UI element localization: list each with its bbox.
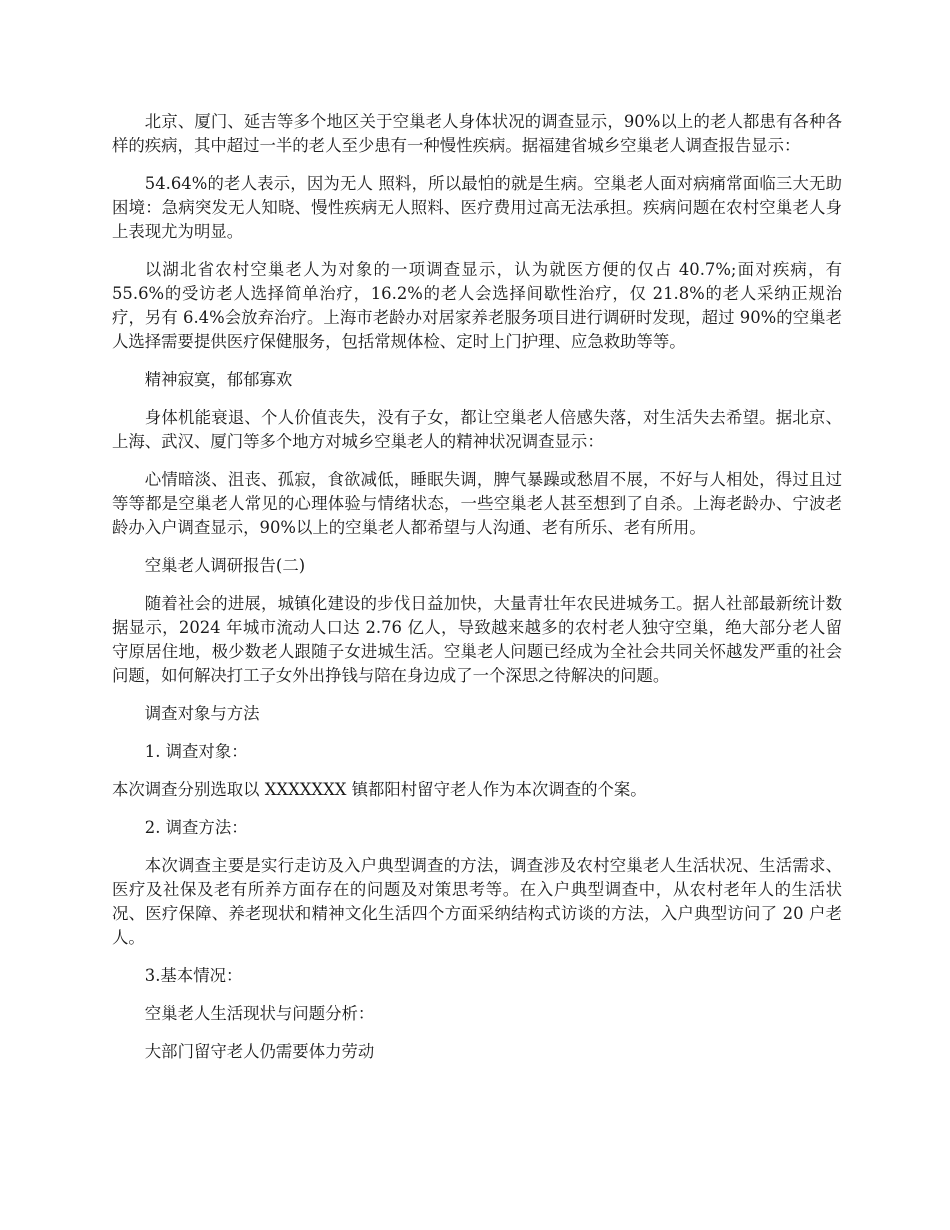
paragraph-survey-method: 本次调查主要是实行走访及入户典型调查的方法，调查涉及农村空巢老人生活状况、生活需求、医疗及社保及老有所养方面存在的问题及对策思考等。在入户典型调查中，从农村老年人的生活状况、医疗保障、养老现状和精神文化生活四个方面采纳结构式访谈的方法，入户典型访问了 20 户老人。 (112, 856, 842, 947)
paragraph-fear-of-illness: 54.64%的老人表示，因为无人 照料，所以最怕的就是生病。空巢老人面对病痛常面临三大无助困境：急病突发无人知晓、慢性疾病无人照料、医疗费用过高无法承担。疾病问题在农村空巢老人身上表现尤为明显。 (112, 174, 842, 241)
heading-survey-subjects: 1. 调查对象： (144, 742, 248, 761)
paragraph-survey-subjects: 本次调查分别选取以 XXXXXXX 镇都阳村留守老人作为本次调查的个案。 (112, 780, 647, 799)
heading-basic-situation: 3.基本情况： (144, 966, 243, 985)
paragraph-urbanization: 随着社会的进展，城镇化建设的步伐日益加快，大量青壮年农民进城务工。据人社部最新统计数据显示，2024 年城市流动人口达 2.76 亿人，导致越来越多的农村老人独守空巢，绝大部分老人留守原居住地，极少数老人跟随子女进城生活。空巢老人问题已经成为全社会共同关怀越发严重的社会问题，如何解决打工子女外出挣钱与陪在身边成了一个深思之待解决的问题。 (112, 594, 842, 685)
heading-physical-labor: 大部门留守老人仍需要体力劳动 (144, 1042, 375, 1061)
heading-report-part-two: 空巢老人调研报告(二) (144, 556, 306, 575)
heading-status-analysis: 空巢老人生活现状与问题分析： (144, 1004, 375, 1023)
heading-loneliness: 精神寂寞，郁郁寡欢 (144, 370, 293, 389)
heading-subjects-and-methods: 调查对象与方法 (144, 704, 260, 723)
paragraph-psychological-state: 心情暗淡、沮丧、孤寂，食欲减低，睡眠失调，脾气暴躁或愁眉不展，不好与人相处，得过且过等等都是空巢老人常见的心理体验与情绪状态，一些空巢老人甚至想到了自杀。上海老龄办、宁波老龄办入户调查显示，90%以上的空巢老人都希望与人沟通、老有所乐、老有所用。 (112, 470, 842, 537)
heading-survey-method: 2. 调查方法： (144, 818, 248, 837)
paragraph-health-survey-intro: 北京、厦门、延吉等多个地区关于空巢老人身体状况的调查显示，90%以上的老人都患有各种各样的疾病，其中超过一半的老人至少患有一种慢性疾病。据福建省城乡空巢老人调查报告显示： (112, 112, 842, 155)
paragraph-hubei-survey: 以湖北省农村空巢老人为对象的一项调查显示，认为就医方便的仅占 40.7%;面对疾病，有 55.6%的受访老人选择简单治疗，16.2%的老人会选择间歇性治疗，仅 21.8%的老人采纳正规治疗，另有 6.4%会放弃治疗。上海市老龄办对居家养老服务项目进行调研时发现，超过 90%的空巢老人选择需要提供医疗保健服务，包括常规体检、定时上门护理、应急救助等等。 (112, 260, 842, 351)
paragraph-loss-of-value: 身体机能衰退、个人价值丧失，没有子女，都让空巢老人倍感失落，对生活失去希望。据北京、上海、武汉、厦门等多个地方对城乡空巢老人的精神状况调查显示： (112, 408, 842, 451)
